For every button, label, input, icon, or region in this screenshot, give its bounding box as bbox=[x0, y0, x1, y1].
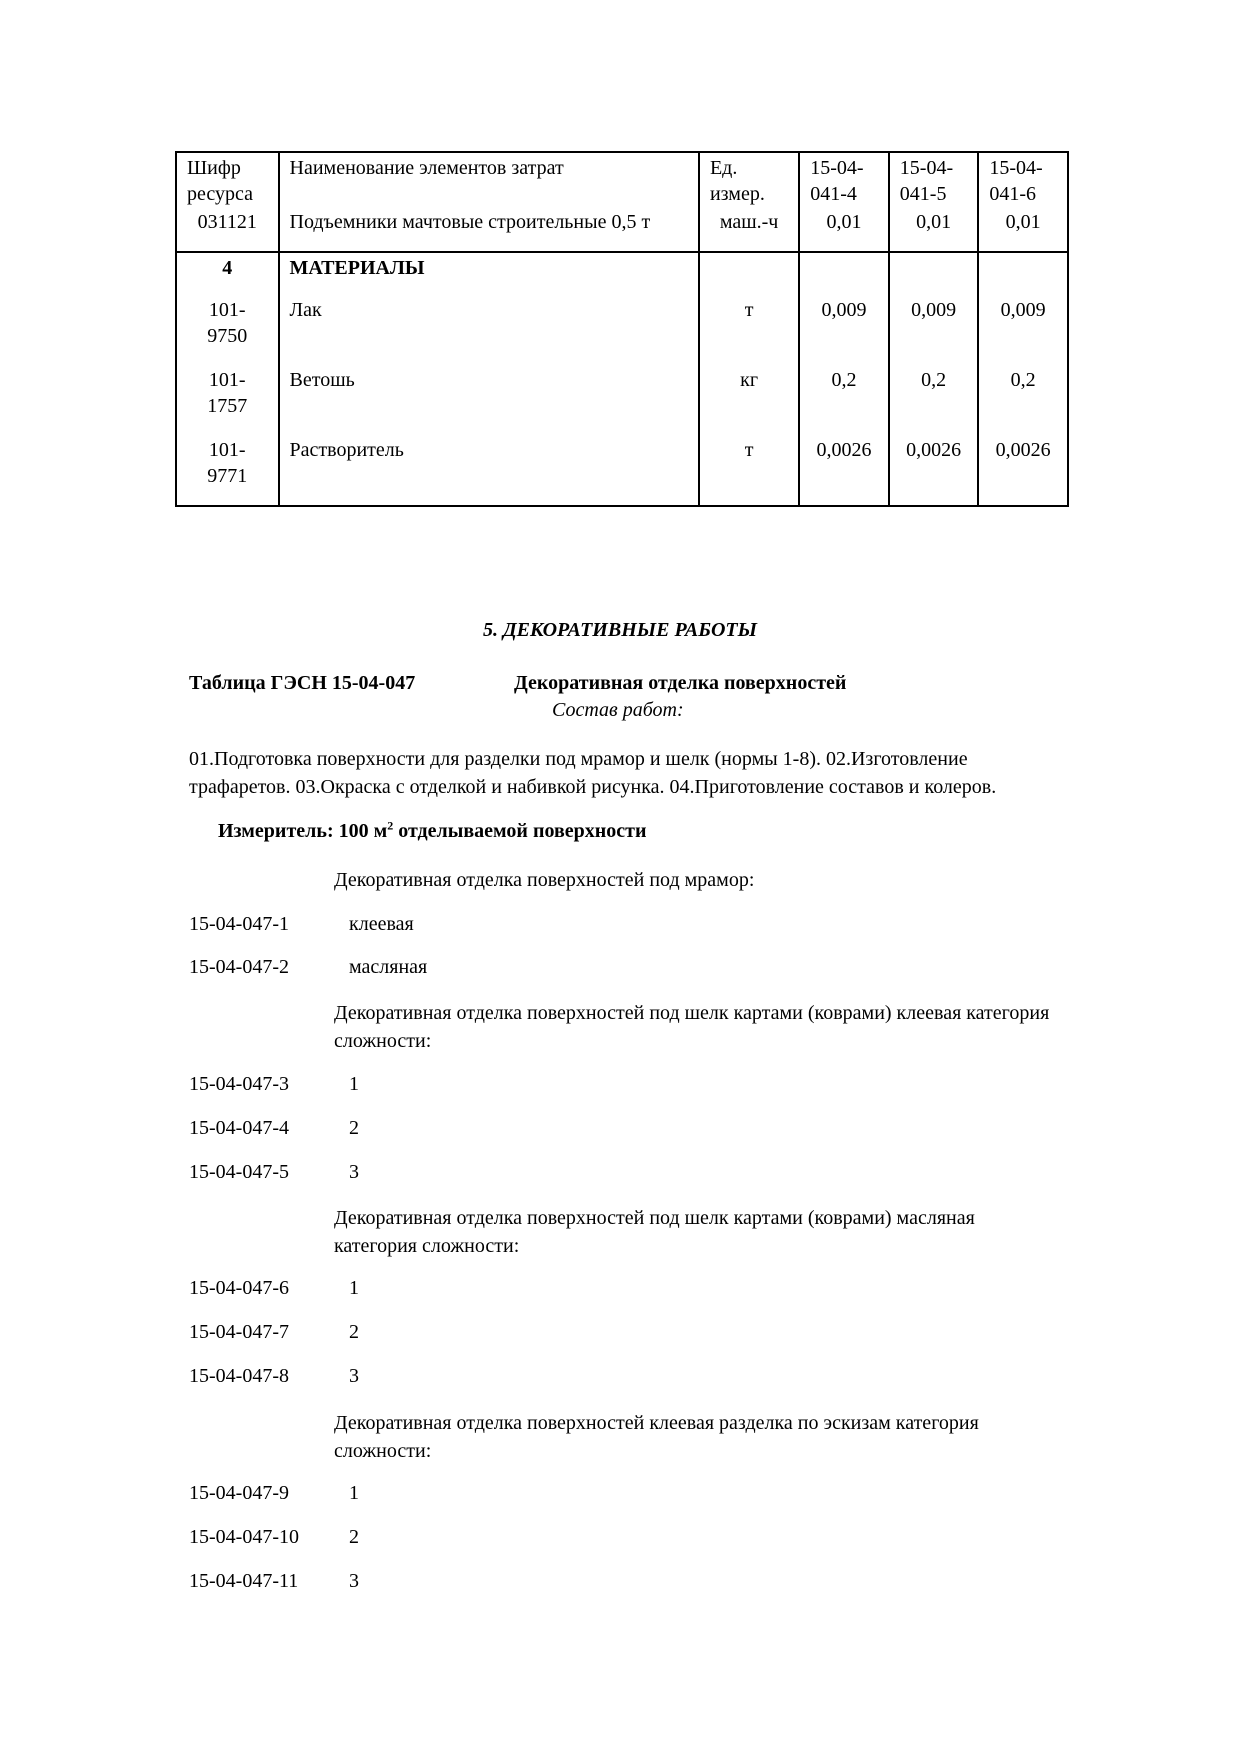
cell-code-line2: 1757 bbox=[207, 395, 248, 417]
cell-name: Подъемники мачтовые строительные 0,5 т bbox=[279, 209, 699, 252]
cell-code-line1: 101- bbox=[208, 439, 246, 461]
cell-value: 0,2 bbox=[799, 367, 889, 437]
norm-value: 3 bbox=[349, 1365, 359, 1387]
table-header-row bbox=[176, 152, 1068, 209]
table-row bbox=[176, 367, 1068, 437]
header-col2-line1: 15-04- bbox=[899, 157, 954, 179]
header-col1-line2: 041-4 bbox=[810, 183, 857, 205]
header-name: Наименование элементов затрат bbox=[279, 152, 699, 209]
norm-code: 15-04-047-6 bbox=[189, 1277, 289, 1299]
cell-value: 0,0026 bbox=[799, 437, 889, 506]
group-title: Декоративная отделка поверхностей под мрамор: bbox=[334, 869, 755, 891]
header-col3-line2: 041-6 bbox=[989, 183, 1037, 205]
cell-code: 031121 bbox=[176, 209, 279, 252]
cell-name: Растворитель bbox=[279, 437, 699, 506]
norm-code: 15-04-047-1 bbox=[189, 913, 289, 935]
cell-code bbox=[176, 297, 279, 367]
norm-code: 15-04-047-9 bbox=[189, 1482, 289, 1504]
header-col1-line1: 15-04- bbox=[810, 157, 864, 179]
operations-text: 01.Подготовка поверхности для разделки под мрамор и шелк (нормы 1-8). 02.Изготовление трафаретов. 03.Окраска с отделкой и набивкой рисунка. 04.Приготовление составов и колеров. bbox=[189, 748, 997, 798]
table-row bbox=[176, 297, 1068, 367]
measure-prefix: Измеритель: 100 м bbox=[218, 820, 388, 842]
cell-empty bbox=[978, 252, 1068, 297]
group-title: Декоративная отделка поверхностей под шелк картами (коврами) клеевая категория сложности: bbox=[334, 1002, 1050, 1052]
header-col3 bbox=[978, 152, 1068, 209]
table-label: Таблица ГЭСН 15-04-047 bbox=[189, 672, 416, 694]
table-title: Декоративная отделка поверхностей bbox=[514, 672, 847, 694]
cell-empty bbox=[699, 252, 799, 297]
cell-name: Ветошь bbox=[279, 367, 699, 437]
cell-code-line1: 101- bbox=[208, 299, 246, 321]
section-title: 5. ДЕКОРАТИВНЫЕ РАБОТЫ bbox=[482, 619, 758, 641]
norm-value: 2 bbox=[349, 1117, 359, 1139]
cell-value: 0,2 bbox=[889, 367, 979, 437]
header-unit bbox=[699, 152, 799, 209]
table-row-machine bbox=[176, 209, 1068, 252]
norm-code: 15-04-047-7 bbox=[189, 1321, 289, 1343]
norm-value: клеевая bbox=[349, 913, 414, 935]
cell-value: 0,009 bbox=[889, 297, 979, 367]
cell-value: 0,009 bbox=[978, 297, 1068, 367]
cell-name: Лак bbox=[279, 297, 699, 367]
cell-value: 0,01 bbox=[978, 209, 1068, 252]
header-col2 bbox=[889, 152, 979, 209]
header-col2-line2: 041-5 bbox=[899, 183, 947, 205]
cell-value: 0,009 bbox=[799, 297, 889, 367]
group-title: Декоративная отделка поверхностей под шелк картами (коврами) масляная категория сложности: bbox=[334, 1207, 975, 1257]
norm-code: 15-04-047-5 bbox=[189, 1161, 289, 1183]
cell-value: 0,01 bbox=[799, 209, 889, 252]
header-unit-line1: Ед. bbox=[709, 157, 738, 179]
header-code-line2: ресурса bbox=[187, 183, 253, 205]
norm-code: 15-04-047-3 bbox=[189, 1073, 289, 1095]
cell-code bbox=[176, 437, 279, 506]
norm-value: 2 bbox=[349, 1321, 359, 1343]
norm-value: 1 bbox=[349, 1277, 359, 1299]
header-col3-line1: 15-04- bbox=[989, 157, 1043, 179]
norm-code: 15-04-047-4 bbox=[189, 1117, 289, 1139]
cell-unit: кг bbox=[699, 367, 799, 437]
composition-title: Состав работ: bbox=[552, 699, 684, 721]
cell-value: 0,2 bbox=[978, 367, 1068, 437]
norm-code: 15-04-047-10 bbox=[189, 1526, 299, 1548]
cell-empty bbox=[799, 252, 889, 297]
measure-sup: 2 bbox=[387, 818, 394, 833]
norm-value: 3 bbox=[349, 1570, 359, 1592]
cell-value: 0,0026 bbox=[889, 437, 979, 506]
cell-code bbox=[176, 367, 279, 437]
header-code-line1: Шифр bbox=[187, 157, 241, 179]
cell-code-line2: 9750 bbox=[207, 325, 248, 347]
cell-code-line1: 101- bbox=[208, 369, 246, 391]
norm-value: 3 bbox=[349, 1161, 359, 1183]
table-row bbox=[176, 437, 1068, 506]
table-row-materials-header bbox=[176, 252, 1068, 297]
measure-suffix: отделываемой поверхности bbox=[393, 820, 647, 842]
norm-value: масляная bbox=[349, 956, 428, 978]
norm-code: 15-04-047-8 bbox=[189, 1365, 289, 1387]
measure-line bbox=[218, 820, 647, 843]
header-code bbox=[176, 152, 279, 209]
norm-value: 1 bbox=[349, 1073, 359, 1095]
norm-value: 2 bbox=[349, 1526, 359, 1548]
cell-value: 0,0026 bbox=[978, 437, 1068, 506]
cell-code: 4 bbox=[176, 252, 279, 297]
cell-value: 0,01 bbox=[889, 209, 979, 252]
header-col1 bbox=[799, 152, 889, 209]
group-title: Декоративная отделка поверхностей клеевая разделка по эскизам категория сложности: bbox=[334, 1412, 979, 1462]
resource-table bbox=[175, 151, 1069, 507]
cell-unit: маш.-ч bbox=[699, 209, 799, 252]
cell-unit: т bbox=[699, 297, 799, 367]
header-unit-line2: измер. bbox=[709, 183, 765, 205]
norm-code: 15-04-047-11 bbox=[189, 1570, 299, 1592]
cell-unit: т bbox=[699, 437, 799, 506]
norm-code: 15-04-047-2 bbox=[189, 956, 289, 978]
cell-code-line2: 9771 bbox=[207, 465, 248, 487]
norm-value: 1 bbox=[349, 1482, 359, 1504]
cell-name: МАТЕРИАЛЫ bbox=[279, 252, 699, 297]
cell-empty bbox=[889, 252, 979, 297]
